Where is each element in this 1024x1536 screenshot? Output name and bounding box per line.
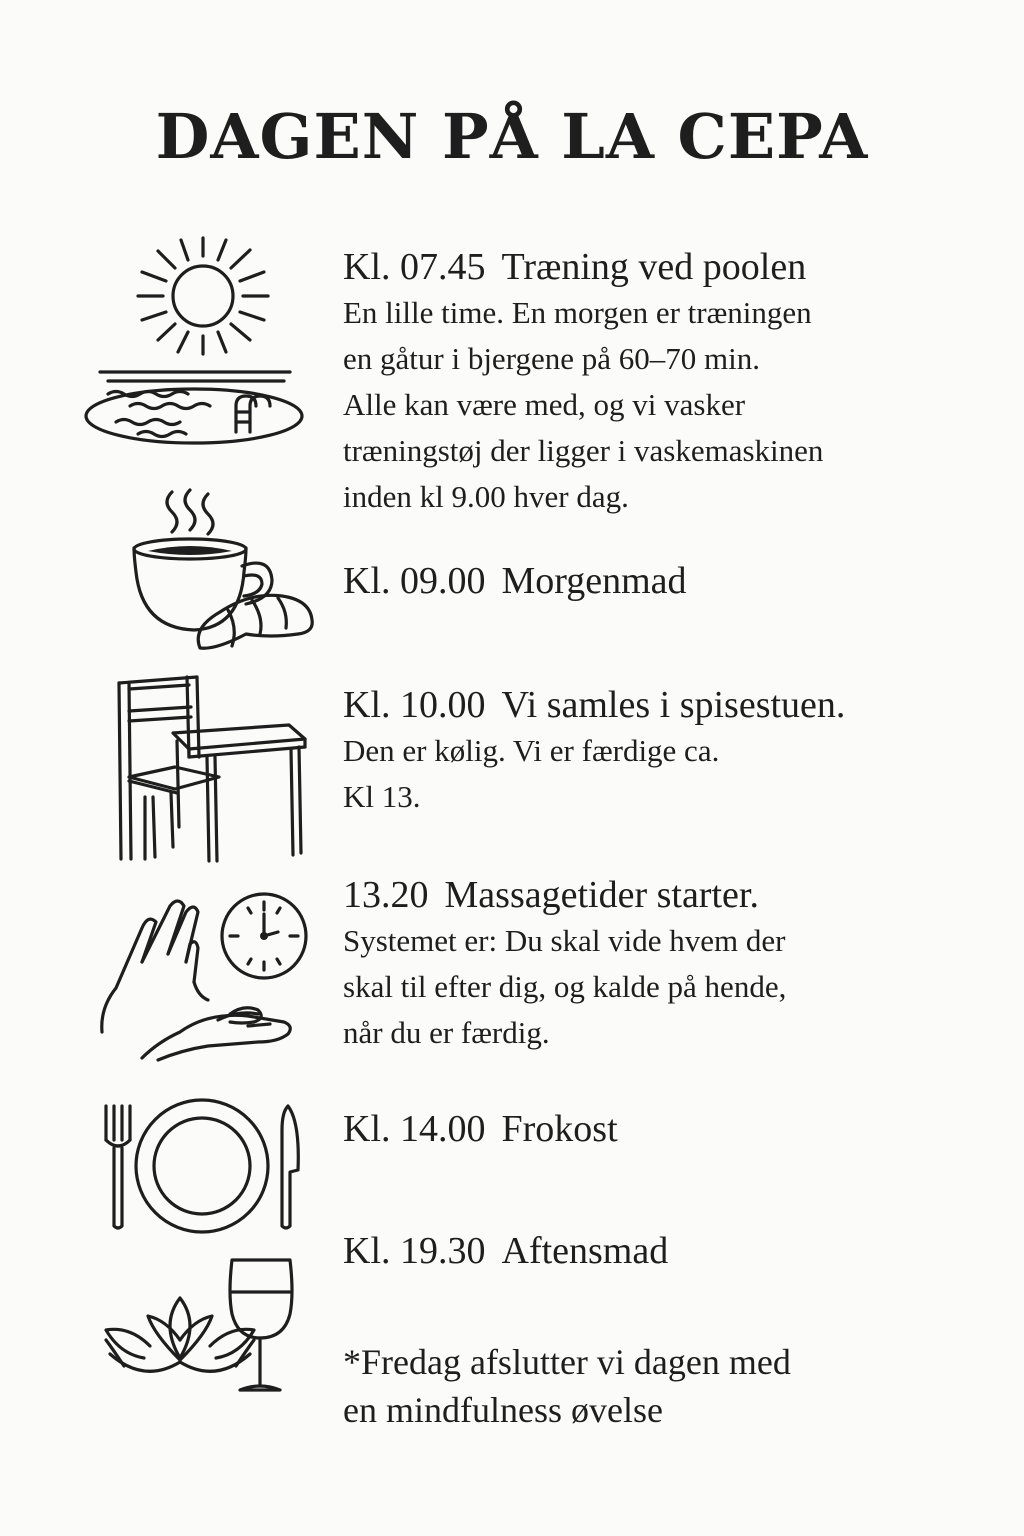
schedule-item-1000 bbox=[343, 682, 983, 820]
item-activity: Træning ved poolen bbox=[501, 246, 807, 288]
item-activity: Morgenmad bbox=[501, 560, 687, 602]
item-time: 13.20 bbox=[343, 874, 429, 916]
schedule-item-0745 bbox=[343, 244, 983, 520]
footnote bbox=[343, 1338, 983, 1434]
page-title: DAGEN PÅ LA CEPA bbox=[155, 100, 869, 173]
item-time: Kl. 09.00 bbox=[343, 560, 486, 602]
lotus-wine-icon bbox=[104, 1254, 300, 1396]
footnote-text: *Fredag afslutter vi dagen med en mindfulness øvelse bbox=[343, 1342, 791, 1430]
item-time: Kl. 19.30 bbox=[343, 1230, 486, 1272]
chair-table-icon bbox=[115, 677, 310, 867]
item-time: Kl. 10.00 bbox=[343, 684, 486, 726]
sun-pool-icon bbox=[78, 226, 310, 452]
schedule-item-0900 bbox=[343, 558, 983, 604]
schedule-item-1930 bbox=[343, 1228, 983, 1274]
plate-cutlery-icon bbox=[104, 1100, 304, 1234]
item-details: Systemet er: Du skal vide hvem der skal til efter dig, og kalde på hende, når du er færdig. bbox=[343, 923, 787, 1050]
coffee-croissant-icon bbox=[128, 486, 318, 658]
schedule-item-1400 bbox=[343, 1106, 983, 1152]
hand-clock-icon bbox=[98, 892, 310, 1064]
item-activity: Massagetider starter. bbox=[444, 874, 759, 916]
item-activity: Frokost bbox=[501, 1108, 618, 1150]
item-details: Den er kølig. Vi er færdige ca. Kl 13. bbox=[343, 733, 720, 814]
schedule-item-1320 bbox=[343, 872, 983, 1056]
item-time: Kl. 14.00 bbox=[343, 1108, 486, 1150]
item-activity: Vi samles i spisestuen. bbox=[501, 684, 846, 726]
item-activity: Aftensmad bbox=[501, 1230, 669, 1272]
item-time: Kl. 07.45 bbox=[343, 246, 486, 288]
item-details: En lille time. En morgen er træningen en gåtur i bjergene på 60–70 min. Alle kan være med, og vi vasker træningstøj der ligger i vaskemaskinen inden kl 9.00 hver dag. bbox=[343, 295, 824, 514]
